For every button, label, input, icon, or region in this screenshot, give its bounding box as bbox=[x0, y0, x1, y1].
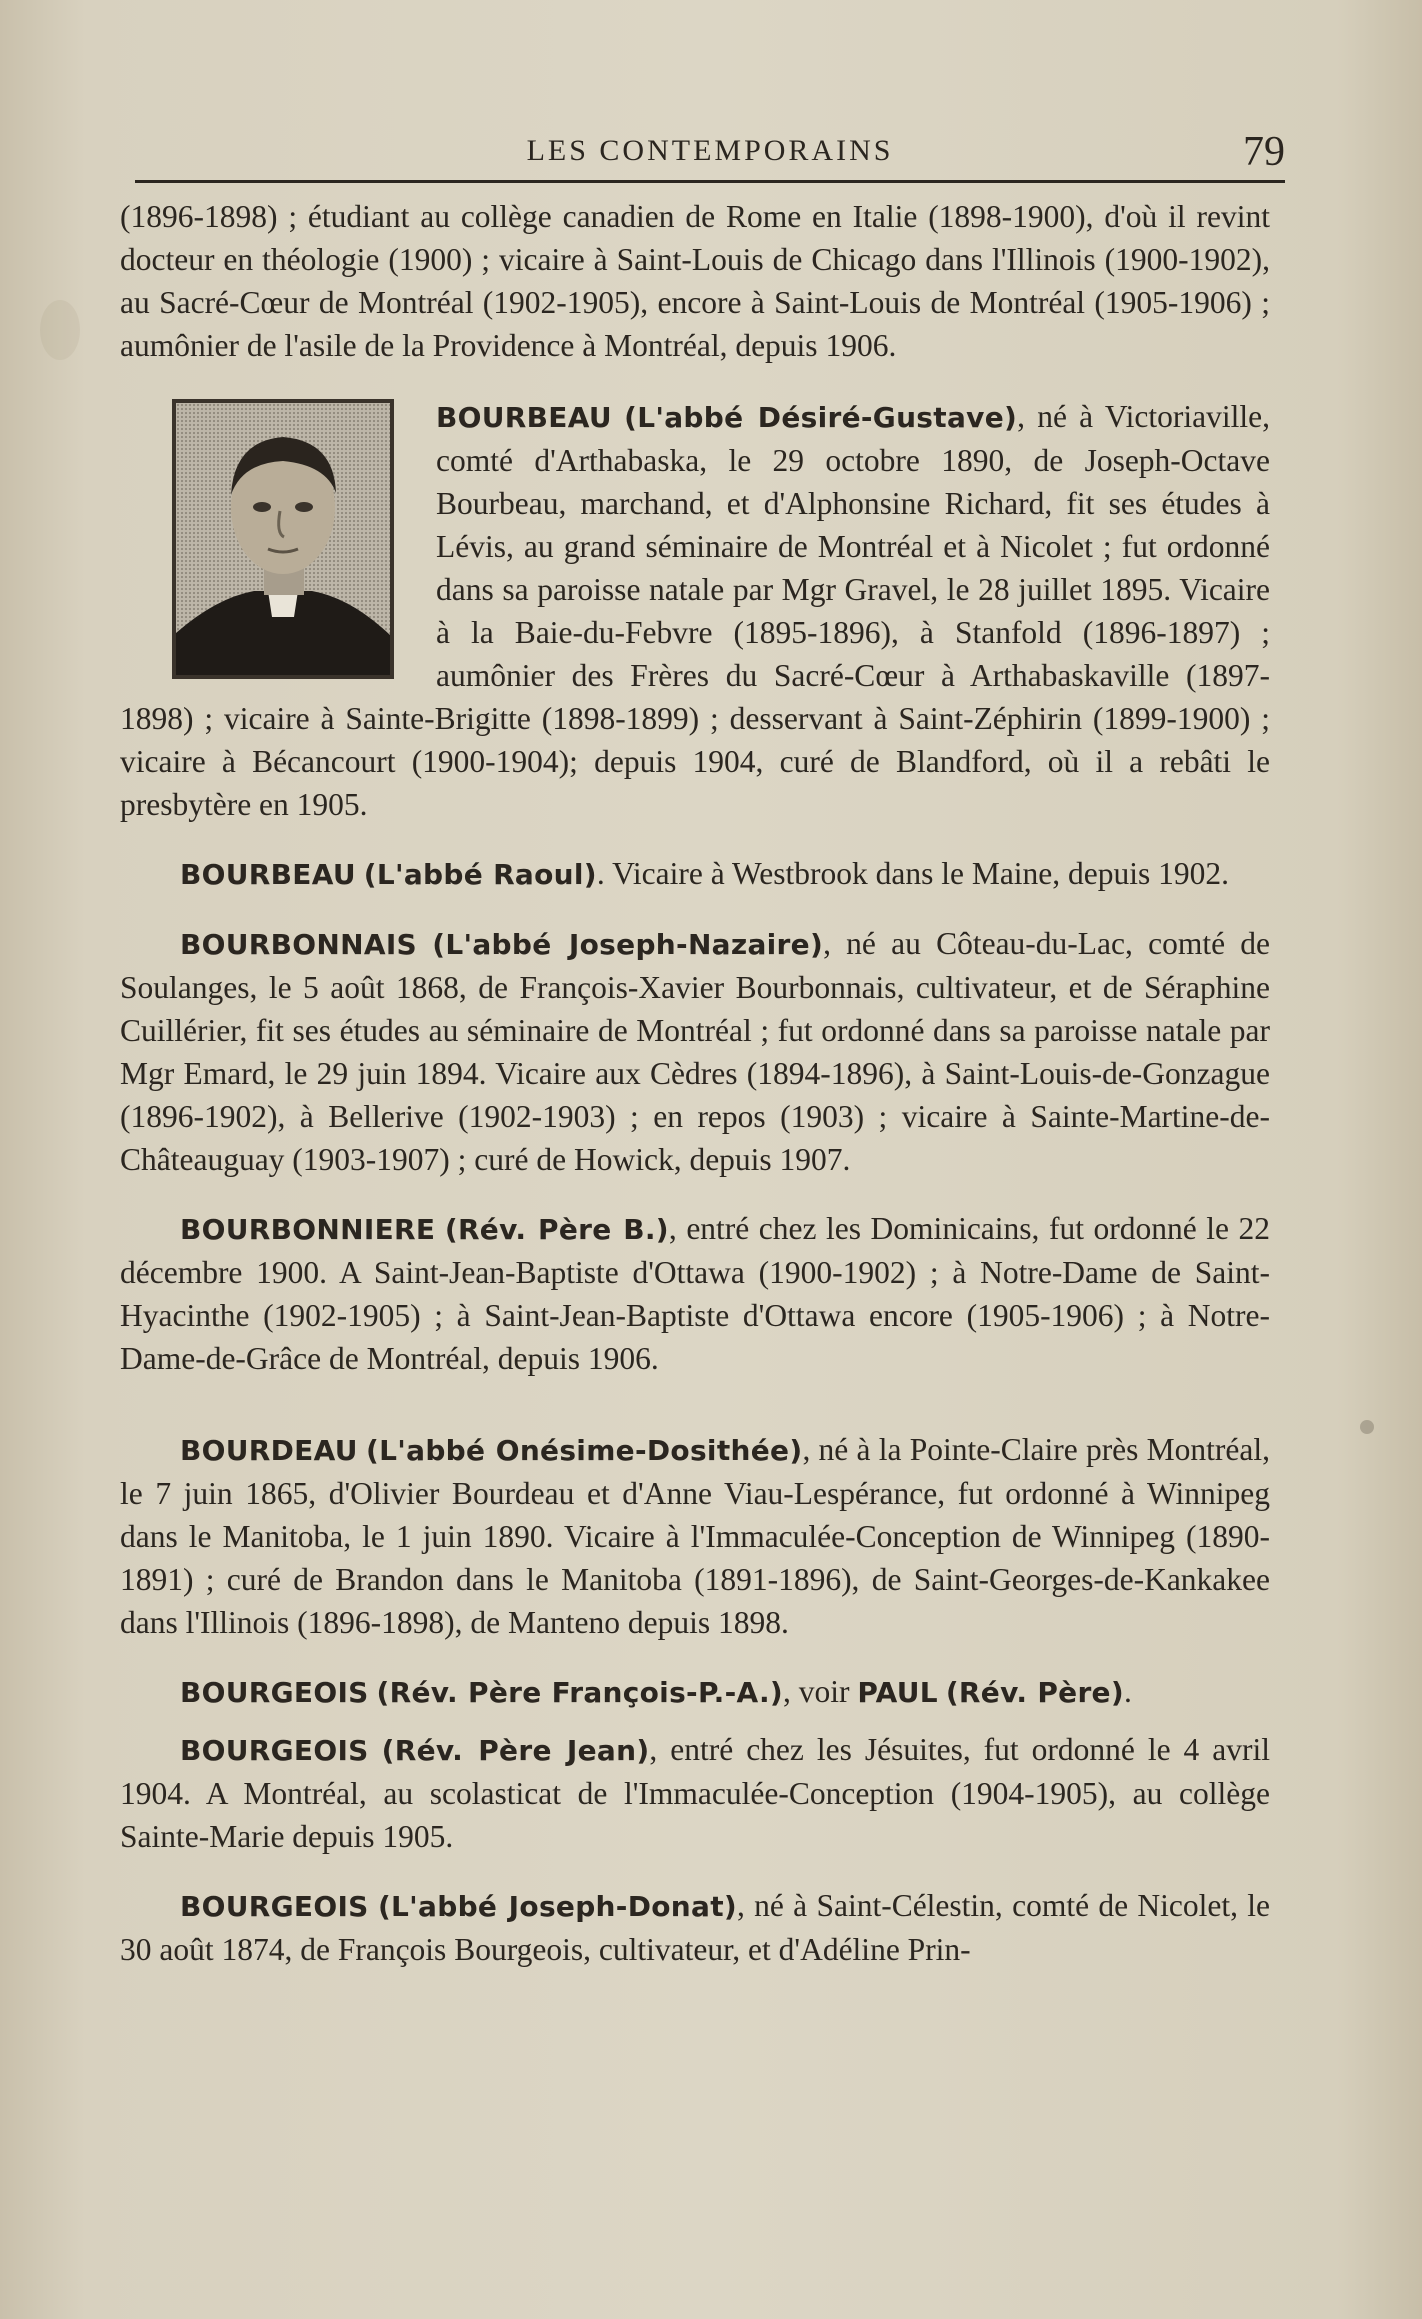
entry-bourdeau-onesime-dosithee bbox=[120, 1428, 1270, 1644]
entry-qualifier: (L'abbé Désiré-Gustave) bbox=[624, 401, 1018, 434]
entry-qualifier: (Rév. Père François-P.-A.) bbox=[376, 1676, 784, 1709]
entry-bourgeois-francois bbox=[120, 1670, 1270, 1714]
portrait-photo bbox=[172, 399, 394, 679]
page-header bbox=[135, 128, 1285, 188]
cross-reference-tail: . bbox=[1123, 1674, 1132, 1709]
entry-text: , né à la Pointe-Claire près Montréal, le 7 juin 1865, d'Olivier Bourdeau et d'Anne Viau-Lespérance, fut ordonné à Winnipeg dans le Manitoba, le 1 juin 1890. Vicaire à l'Immaculée-Conception de Winnipeg (1890-1891) ; curé de Brandon dans le Manitoba (1891-1896), de Saint-Georges-de-Kankakee dans l'Illinois (1896-1898), de Manteno depuis 1898. bbox=[120, 1432, 1271, 1640]
entry-text: , voir bbox=[783, 1674, 858, 1709]
entry-name: BOURBONNAIS bbox=[180, 928, 418, 961]
entry-name: BOURBEAU bbox=[180, 858, 356, 891]
page-body bbox=[120, 195, 1270, 1997]
entry-bourgeois-jean bbox=[120, 1728, 1270, 1858]
entry-text: , né au Côteau-du-Lac, comté de Soulanges, le 5 août 1868, de François-Xavier Bourbonnais, cultivateur, et de Séraphine Cuillérier, fit ses études au séminaire de Montréal ; fut ordonné dans sa paroisse natale par Mgr Emard, le 29 juin 1894. Vicaire aux Cèdres (1894-1896), à Saint-Louis-de-Gonzague (1896-1902), à Bellerive (1902-1903) ; en repos (1903) ; vicaire à Sainte-Martine-de-Châteauguay (1903-1907) ; curé de Howick, depuis 1907. bbox=[120, 926, 1271, 1177]
entry-qualifier: (L'abbé Joseph-Donat) bbox=[377, 1890, 737, 1923]
entry-qualifier: (L'abbé Onésime-Dosithée) bbox=[366, 1434, 803, 1467]
entry-name: BOURGEOIS bbox=[180, 1890, 369, 1923]
entry-text: , entré chez les Jésuites, fut ordonné le 4 avril 1904. A Montréal, au scolasticat de l'Immaculée-Conception (1904-1905), au collège Sainte-Marie depuis 1905. bbox=[120, 1732, 1270, 1854]
entry-qualifier: (L'abbé Raoul) bbox=[363, 858, 597, 891]
running-head: LES CONTEMPORAINS bbox=[526, 134, 894, 167]
entry-text: , né à Victoriaville, comté d'Arthabaska, le 29 octobre 1890, de Joseph-Octave Bourbeau, marchand, et d'Alphonsine Richard, fit ses études à Lévis, au grand séminaire de Montréal et à Nicolet ; fut ordonné dans sa paroisse natale par Mgr Gravel, le 28 juillet 1895. Vicaire à la Baie-du-Febvre (1895-1896), à Stanfold (1896-1897) ; aumônier des Frères du Sacré-Cœur à Arthabaskaville (1897-1898) ; vicaire à Sainte-Brigitte (1898-1899) ; desservant à Saint-Zéphirin (1899-1900) ; vicaire à Bécancourt (1900-1904); depuis 1904, curé de Blandford, où il a rebâti le presbytère en 1905. bbox=[120, 399, 1270, 822]
entry-qualifier: (L'abbé Joseph-Nazaire) bbox=[432, 928, 824, 961]
entry-text: . Vicaire à Westbrook dans le Maine, depuis 1902. bbox=[596, 856, 1230, 891]
entry-text: , né à Saint-Célestin, comté de Nicolet, le 30 août 1874, de François Bourgeois, cultivateur, et d'Adéline Prin- bbox=[120, 1888, 1270, 1967]
entry-bourbonnais-joseph-nazaire bbox=[120, 922, 1270, 1181]
entry-qualifier: (Rév. Père B.) bbox=[444, 1213, 669, 1246]
entry-bourgeois-joseph-donat bbox=[120, 1884, 1270, 1971]
cross-reference-qualifier: (Rév. Père) bbox=[945, 1676, 1124, 1709]
header-rule bbox=[135, 180, 1285, 183]
entry-bourbonniere-b bbox=[120, 1207, 1270, 1380]
entry-bourbeau-raoul bbox=[120, 852, 1270, 896]
entry-name: BOURBONNIERE bbox=[180, 1213, 436, 1246]
entry-qualifier: (Rév. Père Jean) bbox=[381, 1734, 650, 1767]
cross-reference-name: PAUL bbox=[857, 1676, 938, 1709]
continued-entry-text: (1896-1898) ; étudiant au collège canadien de Rome en Italie (1898-1900), d'où il revint docteur en théologie (1900) ; vicaire à Saint-Louis de Chicago dans l'Illinois (1900-1902), au Sacré-Cœur de Montréal (1902-1905), encore à Saint-Louis de Montréal (1905-1906) ; aumônier de l'asile de la Providence à Montréal, depuis 1906. bbox=[120, 199, 1270, 363]
page-number: 79 bbox=[1243, 129, 1285, 175]
continued-entry bbox=[120, 195, 1270, 367]
entry-name: BOURDEAU bbox=[180, 1434, 358, 1467]
entry-name: BOURBEAU bbox=[436, 401, 612, 434]
paper-spot bbox=[1360, 1420, 1374, 1434]
entry-name: BOURGEOIS bbox=[180, 1734, 369, 1767]
entry-text: , entré chez les Dominicains, fut ordonné le 22 décembre 1900. A Saint-Jean-Baptiste d'Ottawa (1900-1902) ; à Notre-Dame de Saint-Hyacinthe (1902-1905) ; à Saint-Jean-Baptiste d'Ottawa encore (1905-1906) ; à Notre-Dame-de-Grâce de Montréal, depuis 1906. bbox=[120, 1211, 1271, 1376]
entry-name: BOURGEOIS bbox=[180, 1676, 369, 1709]
paper-stain bbox=[40, 300, 80, 360]
portrait-photo-icon bbox=[176, 403, 390, 675]
